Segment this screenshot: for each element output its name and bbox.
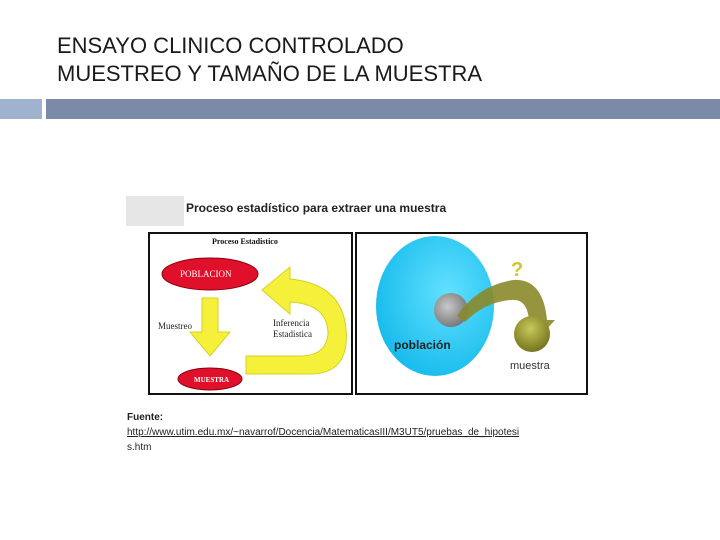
population-sample-diagram [357,234,586,393]
question-mark: ? [511,259,524,281]
sample-circle [514,316,550,352]
header-bar [46,99,720,119]
population-sample-panel [355,232,588,395]
muestra-label: MUESTRA [194,376,230,384]
source-link-line-1[interactable]: http://www.utim.edu.mx/~navarrof/Docencia/MatematicasIII/M3UT5/pruebas_de_hipotesi [127,427,520,438]
population-label: población [394,338,451,352]
muestreo-arrow [190,298,230,356]
statistical-process-panel [148,232,353,395]
inferencia-label-line-1: Inferencia [273,318,310,328]
figure-caption: Proceso estadístico para extraer una muestra [186,201,447,215]
inferencia-label-line-2: Estadistica [273,329,312,339]
header-bar-accent [0,99,42,119]
source-label: Fuente: [127,412,164,423]
sample-label: muestra [510,360,550,372]
figure-label-box [126,196,184,226]
statistical-process-diagram [150,234,351,393]
muestreo-label: Muestreo [158,321,192,331]
process-heading: Proceso Estadistico [212,237,278,246]
slide-title-line-2: MUESTREO Y TAMAÑO DE LA MUESTRA [57,61,483,86]
source-citation [127,410,519,455]
slide-title [57,32,482,88]
slide-title-line-1: ENSAYO CLINICO CONTROLADO [57,33,404,58]
source-link-line-2[interactable]: s.htm [127,442,152,453]
poblacion-label: POBLACION [180,269,232,279]
